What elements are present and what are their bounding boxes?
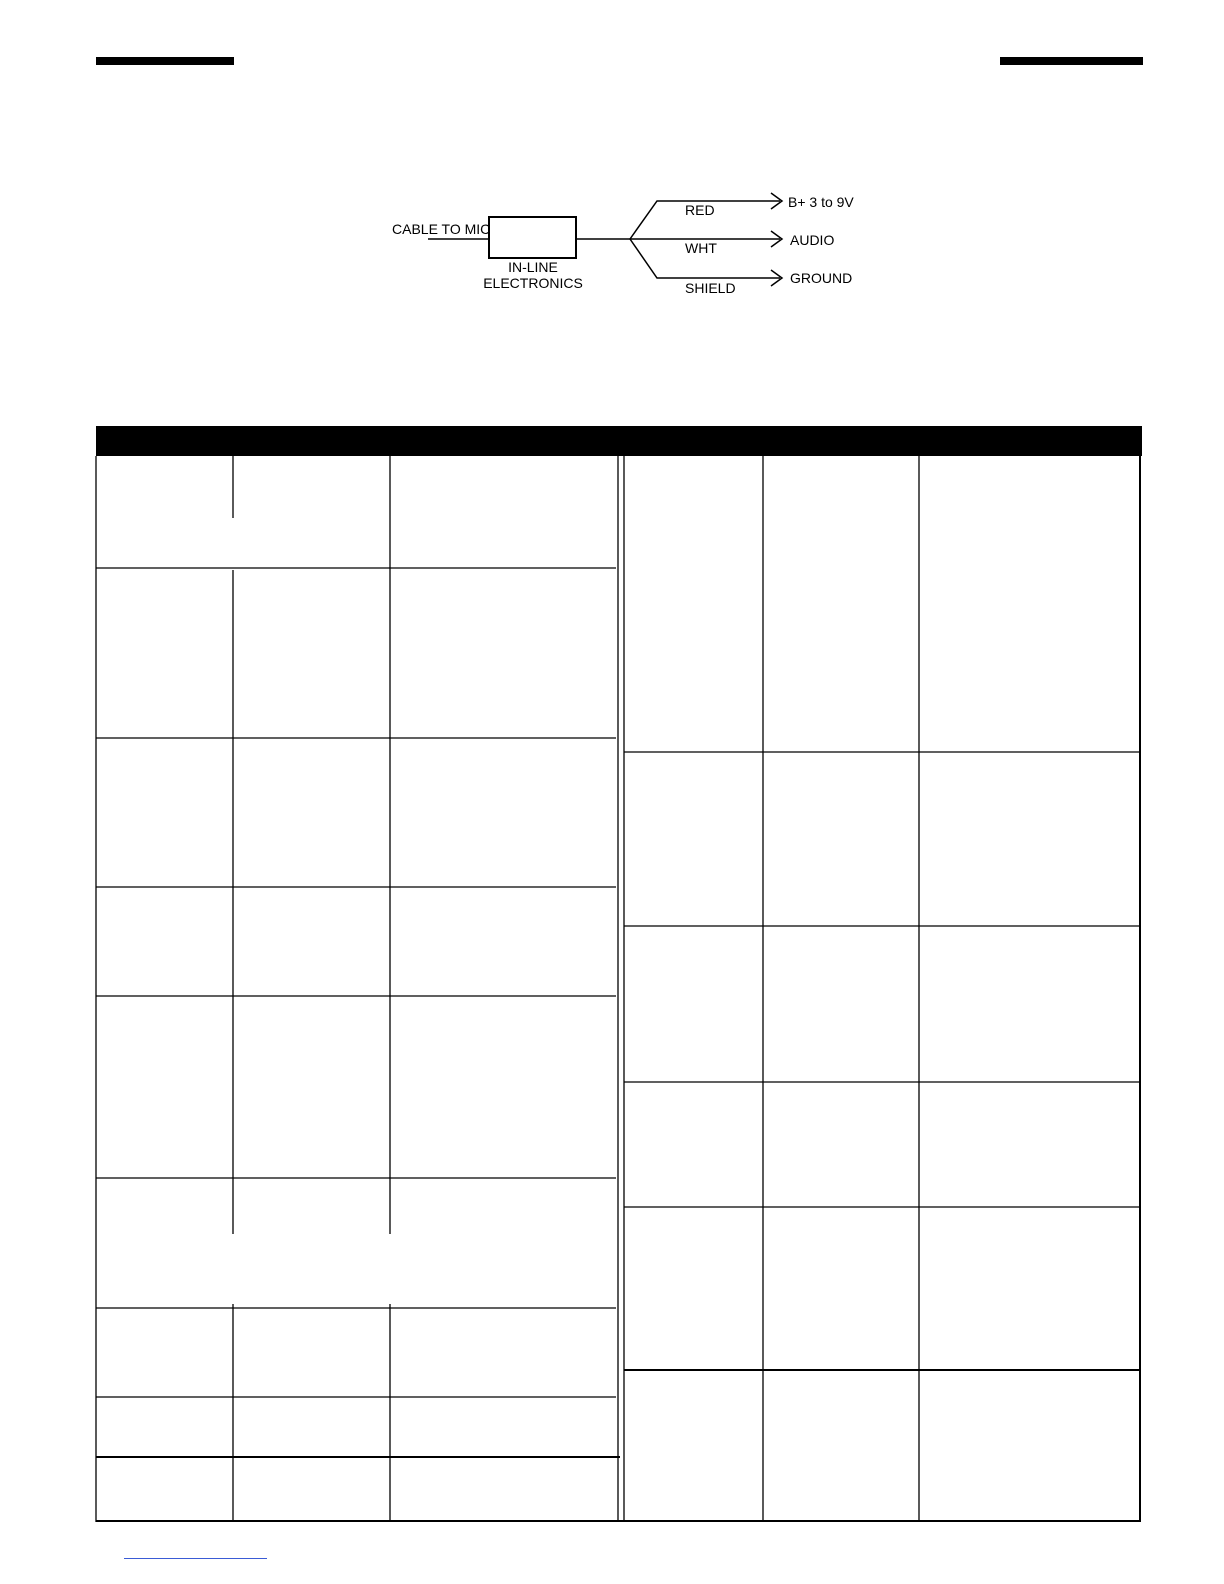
footer-link-underline[interactable] — [124, 1558, 267, 1559]
shield-wire-label: SHIELD — [685, 280, 736, 296]
cable-label: CABLE TO MIC — [392, 221, 491, 237]
b-plus-output-label: B+ 3 to 9V — [788, 194, 854, 210]
module-label-line2: ELECTRONICS — [483, 275, 583, 291]
module-label-line1: IN-LINE — [508, 259, 558, 275]
white-wire-label: WHT — [685, 240, 717, 256]
ground-output-label: GROUND — [790, 270, 853, 286]
audio-output-label: AUDIO — [790, 232, 835, 248]
red-wire-label: RED — [685, 202, 715, 218]
